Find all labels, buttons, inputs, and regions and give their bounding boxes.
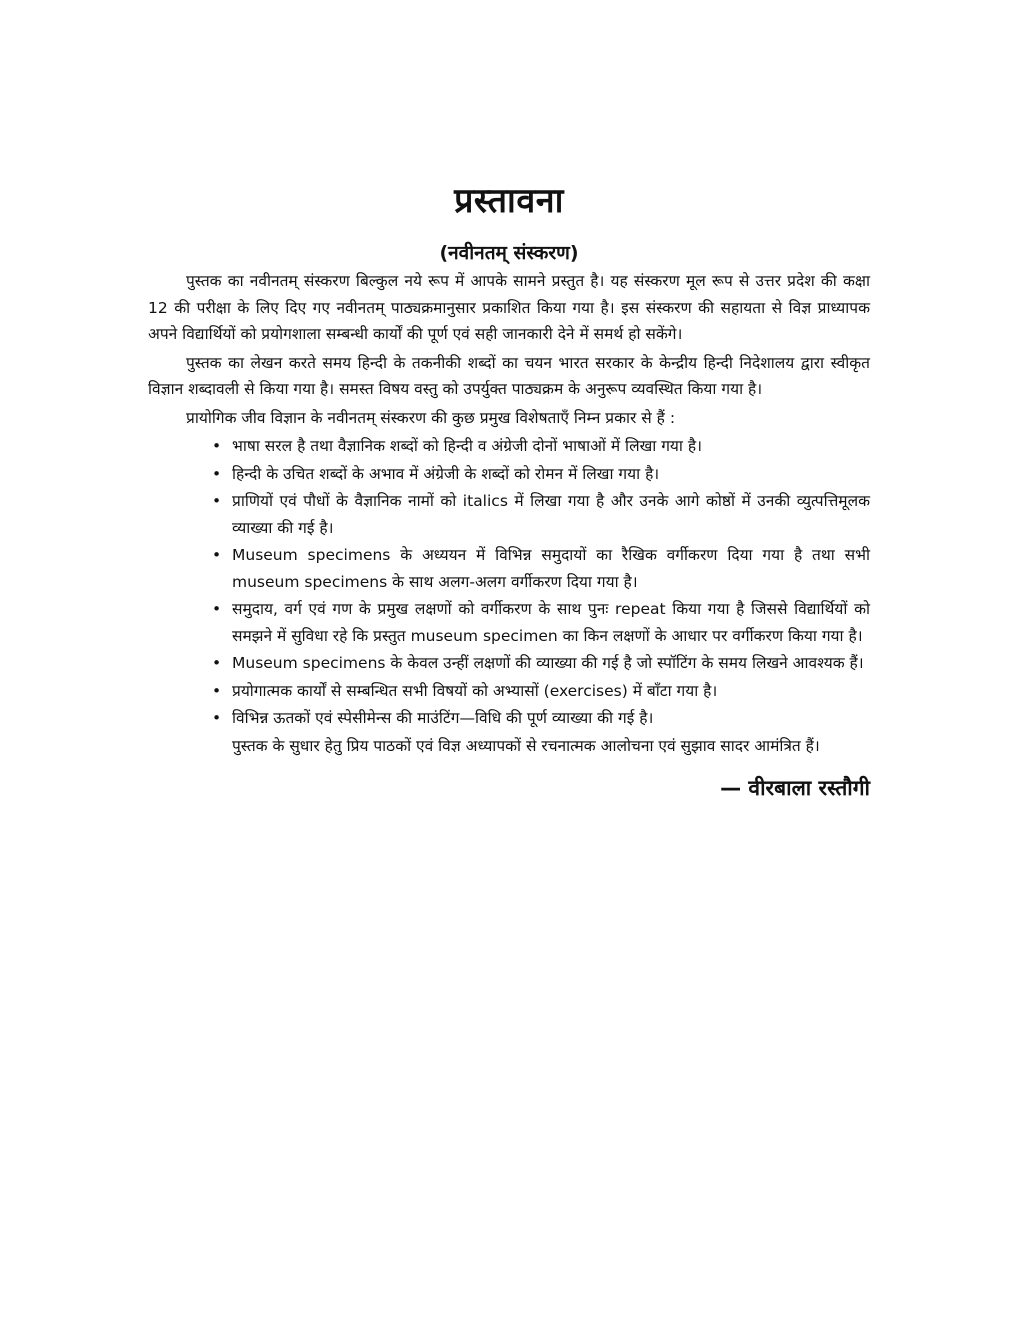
author-signature: — वीरबाला रस्तौगी <box>720 776 870 800</box>
terminology-paragraph: पुस्तक का लेखन करते समय हिन्दी के तकनीकी शब्दों का चयन भारत सरकार के केन्द्रीय हिन्दी निदेशालय द्वारा स्वीकृत विज्ञान शब्दावली से किया गया है। समस्त विषय वस्तु को उपर्युक्त पाठ्यक्रम के अनुरूप व्यवस्थित किया गया है। <box>148 353 870 398</box>
feature-text: प्राणियों एवं पौधों के वैज्ञानिक नामों को italics में लिखा गया है और उनके आगे कोष्ठों में उनकी व्युत्पत्तिमूलक व्याख्या की गई है। <box>232 492 870 537</box>
list-item <box>148 433 870 460</box>
list-item <box>148 542 870 595</box>
list-item <box>148 678 870 705</box>
bullet-icon: • <box>212 546 222 564</box>
feature-text: हिन्दी के उचित शब्दों के अभाव में अंग्रेजी के शब्दों को रोमन में लिखा गया है। <box>232 464 660 483</box>
feature-text: प्रयोगात्मक कार्यों से सम्बन्धित सभी विषयों को अभ्यासों (exercises) में बाँटा गया है। <box>232 681 718 700</box>
feature-text: Museum specimens के केवल उन्हीं लक्षणों की व्याख्या की गई है जो स्पॉटिंग के समय लिखने आवश्यक हैं। <box>232 654 864 672</box>
closing-note: पुस्तक के सुधार हेतु प्रिय पाठकों एवं विज्ञ अध्यापकों से रचनात्मक आलोचना एवं सुझाव सादर आमंत्रित हैं। <box>232 736 820 755</box>
list-item <box>148 488 870 541</box>
bullet-icon: • <box>212 492 222 510</box>
bullet-icon: • <box>212 709 222 727</box>
bullet-icon: • <box>212 437 222 455</box>
feature-text: समुदाय, वर्ग एवं गण के प्रमुख लक्षणों को वर्गीकरण के साथ पुनः repeat किया गया है जिससे विद्यार्थियों को समझने में सुविधा रहे कि प्रस्तुत museum specimen का किन लक्षणों के आधार पर वर्गीकरण किया गया है। <box>232 600 870 645</box>
list-item <box>148 705 870 732</box>
features-list <box>148 433 870 732</box>
intro-paragraph: पुस्तक का नवीनतम् संस्करण बिल्कुल नये रूप में आपके सामने प्रस्तुत है। यह संस्करण मूल रूप से उत्तर प्रदेश की कक्षा 12 की परीक्षा के लिए दिए गए नवीनतम् पाठ्यक्रमानुसार प्रकाशित किया गया है। इस संस्करण की सहायता से विज्ञ प्राध्यापक अपने विद्यार्थियों को प्रयोगशाला सम्बन्धी कार्यों की पूर्ण एवं सही जानकारी देने में समर्थ हो सकेंगे। <box>148 272 870 343</box>
bullet-icon: • <box>212 681 222 700</box>
bullet-icon: • <box>212 464 222 483</box>
list-item <box>148 596 870 649</box>
edition-subtitle: (नवीनतम् संस्करण) <box>439 242 579 264</box>
list-item <box>148 650 870 677</box>
features-intro: प्रायोगिक जीव विज्ञान के नवीनतम् संस्करण की कुछ प्रमुख विशेषताएँ निम्न प्रकार से हैं : <box>186 408 676 427</box>
feature-text: Museum specimens के अध्ययन में विभिन्न समुदायों का रैखिक वर्गीकरण दिया गया है तथा सभी museum specimens के साथ अलग-अलग वर्गीकरण दिया गया है। <box>232 546 870 591</box>
page-title: प्रस्तावना <box>454 181 564 221</box>
bullet-icon: • <box>212 600 222 618</box>
list-item <box>148 461 870 488</box>
feature-text: भाषा सरल है तथा वैज्ञानिक शब्दों को हिन्दी व अंग्रेजी दोनों भाषाओं में लिखा गया है। <box>232 437 702 455</box>
feature-text: विभिन्न ऊतकों एवं स्पेसीमेन्स की माउंटिंग—विधि की पूर्ण व्याख्या की गई है। <box>232 709 654 727</box>
preface-page <box>148 176 870 803</box>
bullet-icon: • <box>212 654 222 672</box>
